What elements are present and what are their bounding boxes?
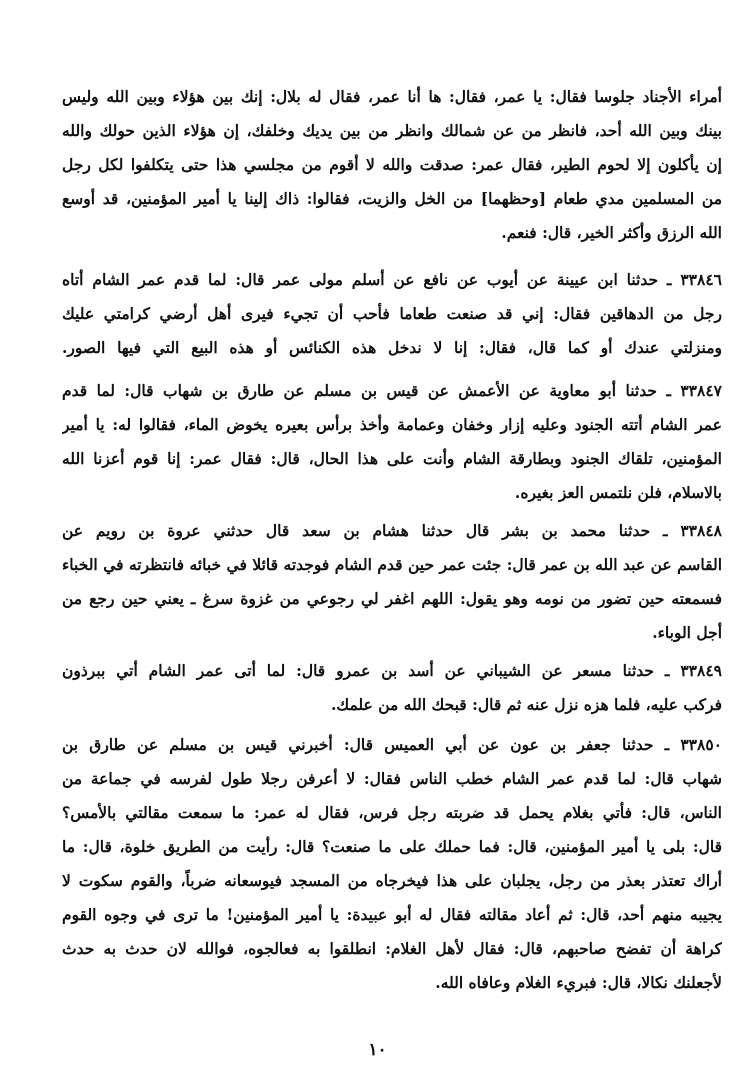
text-line: ٣٣٨٥٠ ـ حدثنا جعفر بن عون عن أبي العميس قال: أخبرني قيس بن مسلم عن طارق بن [62,735,722,754]
text-line: القاسم عن عبد الله بن عمر قال: جئت عمر حين قدم الشام فوجدته قائلا في خبائه فانتظرته في الخباء [62,555,722,574]
page-number: ١٠ [368,1040,387,1060]
hadith-33848 [62,514,722,650]
text-line: الله الرزق وأكثر الخير، قال: فنعم. [501,223,722,242]
text-line: عمر الشام أتته الجنود وعليه إزار وخفان وعمامة وأخذ برأس بعيره يخوض الماء، فقالوا له: يا أمير [62,415,722,434]
text-line: ٣٣٨٤٩ ـ حدثنا مسعر عن الشيباني عن أسد بن عمرو قال: لما أتى عمر الشام أتي ببرذون [62,661,722,680]
text-line: كراهة أن تفضح صاحبهم، قال: فقال لأهل الغلام: انطلقوا به فعالجوه، فوالله لان حدث به حدث [62,939,722,958]
hadith-33847 [62,374,722,510]
text-line: يجيبه منهم أحد، قال: ثم أعاد مقالته فقال له أبو عبيدة: يا أمير المؤمنين! ما ترى في وجوه القوم [62,905,722,924]
text-line: فسمعته حين تضور من نومه وهو يقول: اللهم اغفر لي رجوعي من غزوة سرغ ـ يعني حين رجع من [62,589,722,608]
text-line: ٣٣٨٤٧ ـ حدثنا أبو معاوية عن الأعمش عن قيس بن مسلم عن طارق بن شهاب قال: لما قدم [62,381,722,400]
text-line: ومنزلتي عندك أو كما قال، فقال: إنا لا ندخل هذه الكنائس أو هذه البيع التي فيها الصور. [62,338,722,357]
text-line: المؤمنين، تلقاك الجنود وبطارقة الشام وأنت على هذا الحال، قال: فقال عمر: إنا قوم أعزنا الله [62,449,722,468]
text-line: فركب عليه، فلما هزه نزل عنه ثم قال: قبحك الله من علمك. [331,695,722,714]
hadith-33849 [62,654,722,722]
hadith-33846 [62,263,722,365]
text-line: إن يأكلون إلا لحوم الطير، فقال عمر: صدقت والله لا أقوم من مجلسي هذا حتى يتكلفوا لكل رجل [62,155,722,174]
text-line: أراك تعتذر بعذر من رجل، يجلبان على هذا فيخرجاه من المسجد فيوسعانه ضرباً، والقوم سكوت لا [62,871,722,890]
text-line: الناس، قال: فأتي بغلام يحمل قد ضربته رجل فرس، فقال له عمر: ما سمعت مقالتي بالأمس؟ [62,803,722,822]
text-line: لأجعلنك نكالا، قال: فبريء الغلام وعافاه الله. [435,973,722,992]
hadith-33850 [62,728,722,1000]
text-line: ٣٣٨٤٦ ـ حدثنا ابن عيينة عن أيوب عن نافع عن أسلم مولى عمر قال: لما قدم عمر الشام أتاه [62,270,722,289]
text-line: ٣٣٨٤٨ ـ حدثنا محمد بن بشر قال حدثنا هشام بن سعد قال حدثني عروة بن رويم عن [62,521,722,540]
text-line: من المسلمين مدي طعام [وحظهما] من الخل والزيت، فقالوا: ذاك إلينا يا أمير المؤمنين، قد أوسع [62,189,722,208]
text-line: أمراء الأجناد جلوسا فقال: يا عمر، فقال: ها أنا عمر، فقال له بلال: إنك بين هؤلاء وبين الله وليس [62,87,722,106]
text-line: بينك وبين الله أحد، فانظر من عن شمالك وانظر من بين يديك وخلفك، إن هؤلاء الذين حولك والله [62,121,722,140]
text-line: شهاب قال: لما قدم عمر الشام خطب الناس فقال: لا أعرفن رجلا طول لفرسه في جماعة من [62,769,722,788]
text-line: أجل الوباء. [652,623,722,642]
text-line: قال: بلى يا أمير المؤمنين، قال: فما حملك على ما صنعت؟ قال: رأيت من الطريق خلوة، قال: ما [62,837,722,856]
text-line: رجل من الدهاقين فقال: إني قد صنعت طعاما فأحب أن تجيء فيرى أهل أرضي كرامتي عليك [62,304,722,323]
paragraph-continuation [62,80,722,250]
text-line: بالاسلام، فلن نلتمس العز بغيره. [514,483,722,502]
